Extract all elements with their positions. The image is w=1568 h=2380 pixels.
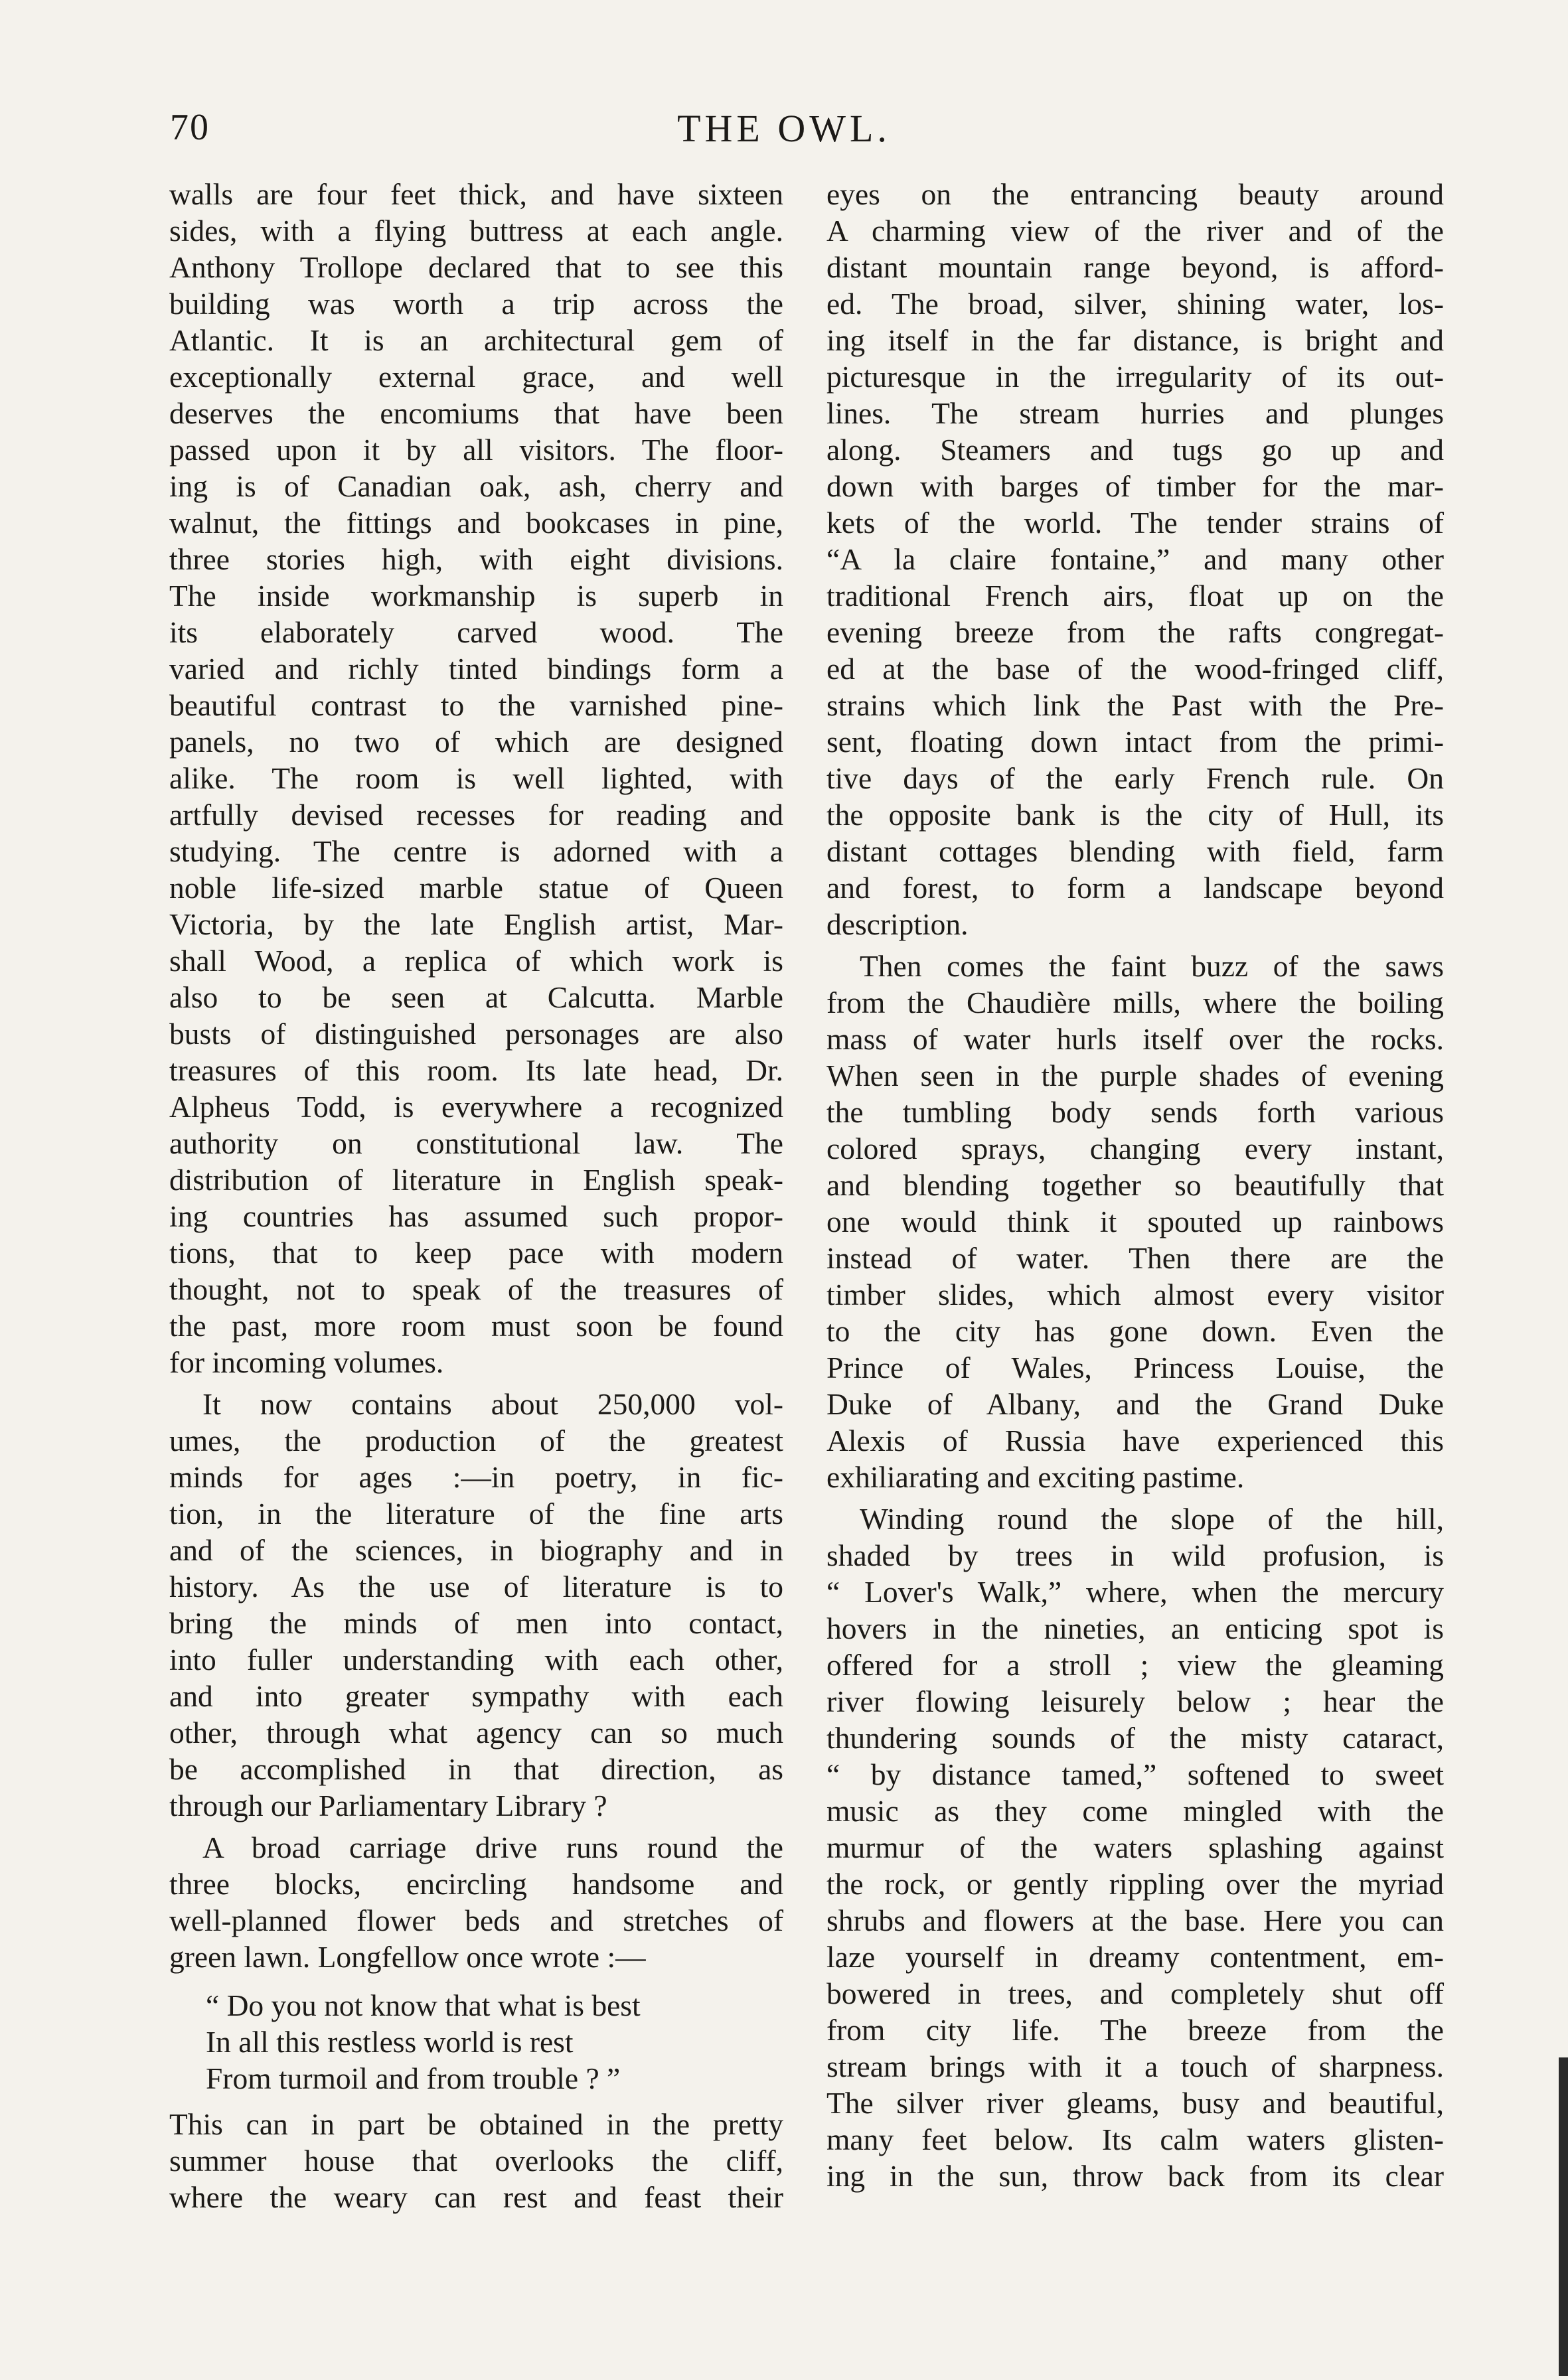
text-line: mass of water hurls itself over the rocks. — [826, 1022, 1444, 1056]
text-line: alike. The room is well lighted, with — [169, 761, 783, 795]
poem-line: In all this restless world is rest — [206, 2025, 574, 2059]
text-line: evening breeze from the rafts congregat- — [826, 615, 1444, 649]
text-line: The silver river gleams, busy and beautiful, — [826, 2086, 1444, 2120]
text-line: also to be seen at Calcutta. Marble — [169, 980, 783, 1014]
poem-line: From turmoil and from trouble ? ” — [206, 2061, 621, 2095]
text-line: exhiliarating and exciting pastime. — [826, 1460, 1245, 1494]
text-line: instead of water. Then there are the — [826, 1241, 1444, 1275]
text-line: distant cottages blending with field, farm — [826, 834, 1444, 868]
text-line: building was worth a trip across the — [169, 287, 783, 321]
text-line: from the Chaudière mills, where the boiling — [826, 986, 1444, 1019]
text-line: ing itself in the far distance, is bright and — [826, 323, 1444, 357]
text-line: and into greater sympathy with each — [169, 1679, 783, 1713]
text-line: shaded by trees in wild profusion, is — [826, 1538, 1444, 1572]
text-line: well-planned flower beds and stretches of — [169, 1903, 783, 1937]
text-line: sent, floating down intact from the primi- — [826, 725, 1444, 759]
text-line: picturesque in the irregularity of its out- — [826, 360, 1444, 394]
text-line: and blending together so beautifully that — [826, 1168, 1444, 1202]
text-line: three stories high, with eight divisions. — [169, 542, 783, 576]
poem-line: “ Do you not know that what is best — [206, 1988, 641, 2022]
running-title: THE OWL. — [677, 107, 891, 150]
text-line: This can in part be obtained in the pretty — [169, 2107, 783, 2141]
text-line: When seen in the purple shades of evening — [826, 1059, 1444, 1092]
text-line: the opposite bank is the city of Hull, its — [826, 798, 1444, 832]
text-line: A charming view of the river and of the — [826, 214, 1444, 248]
text-line: be accomplished in that direction, as — [169, 1752, 783, 1786]
text-line: three blocks, encircling handsome and — [169, 1867, 783, 1901]
text-line: umes, the production of the greatest — [169, 1424, 783, 1457]
text-line: timber slides, which almost every visitor — [826, 1278, 1444, 1311]
text-line: studying. The centre is adorned with a — [169, 834, 783, 868]
text-line: the rock, or gently rippling over the myriad — [826, 1867, 1444, 1901]
text-line: minds for ages :—in poetry, in fic- — [169, 1460, 783, 1494]
text-line: “ by distance tamed,” softened to sweet — [826, 1757, 1444, 1791]
text-line: authority on constitutional law. The — [169, 1126, 783, 1160]
text-line: bring the minds of men into contact, — [169, 1606, 783, 1640]
text-line: panels, no two of which are designed — [169, 725, 783, 759]
text-line: shall Wood, a replica of which work is — [169, 944, 783, 978]
text-line: busts of distinguished personages are also — [169, 1017, 783, 1051]
text-line: for incoming volumes. — [169, 1345, 444, 1379]
text-line: lines. The stream hurries and plunges — [826, 396, 1444, 430]
text-line: ing is of Canadian oak, ash, cherry and — [169, 469, 783, 503]
text-line: walnut, the fittings and bookcases in pine, — [169, 506, 783, 540]
text-line: beautiful contrast to the varnished pine- — [169, 688, 783, 722]
text-line: colored sprays, changing every instant, — [826, 1132, 1444, 1165]
text-line: Prince of Wales, Princess Louise, the — [826, 1351, 1444, 1384]
text-line: laze yourself in dreamy contentment, em- — [826, 1940, 1444, 1974]
text-line: Alpheus Todd, is everywhere a recognized — [169, 1090, 783, 1124]
text-line: tions, that to keep pace with modern — [169, 1236, 783, 1270]
scan-edge-shadow — [1559, 2057, 1568, 2376]
text-line: summer house that overlooks the cliff, — [169, 2144, 783, 2178]
text-line: artfully devised recesses for reading and — [169, 798, 783, 832]
text-line: Victoria, by the late English artist, Mar- — [169, 907, 783, 941]
text-line: It now contains about 250,000 vol- — [202, 1387, 783, 1421]
text-line: kets of the world. The tender strains of — [826, 506, 1444, 540]
page-number: 70 — [170, 107, 210, 148]
text-line: history. As the use of literature is to — [169, 1570, 783, 1603]
text-line: ing countries has assumed such propor- — [169, 1199, 783, 1233]
text-line: “A la claire fontaine,” and many other — [826, 542, 1444, 576]
text-line: down with barges of timber for the mar- — [826, 469, 1444, 503]
text-line: along. Steamers and tugs go up and — [826, 433, 1444, 467]
text-line: Winding round the slope of the hill, — [860, 1502, 1444, 1536]
text-line: sides, with a flying buttress at each angle. — [169, 214, 783, 248]
text-line: The inside workmanship is superb in — [169, 579, 783, 613]
text-line: green lawn. Longfellow once wrote :— — [169, 1940, 646, 1974]
text-line: Duke of Albany, and the Grand Duke — [826, 1387, 1444, 1421]
text-line: to the city has gone down. Even the — [826, 1314, 1444, 1348]
text-line: Anthony Trollope declared that to see this — [169, 250, 783, 284]
text-line: and of the sciences, in biography and in — [169, 1533, 783, 1567]
text-line: the tumbling body sends forth various — [826, 1095, 1444, 1129]
text-line: “ Lover's Walk,” where, when the mercury — [826, 1575, 1444, 1609]
text-line: Alexis of Russia have experienced this — [826, 1424, 1444, 1457]
text-line: distribution of literature in English speak- — [169, 1163, 783, 1197]
right-column — [826, 176, 1444, 2194]
text-line: eyes on the entrancing beauty around — [826, 177, 1444, 211]
text-line: noble life-sized marble statue of Queen — [169, 871, 783, 905]
text-line: ed at the base of the wood-fringed cliff, — [826, 652, 1444, 686]
left-column — [169, 176, 783, 2215]
text-line: tive days of the early French rule. On — [826, 761, 1444, 795]
text-line: offered for a stroll ; view the gleaming — [826, 1648, 1444, 1682]
text-line: A broad carriage drive runs round the — [202, 1830, 783, 1864]
text-line: tion, in the literature of the fine arts — [169, 1497, 783, 1530]
text-line: Then comes the faint buzz of the saws — [860, 949, 1444, 983]
text-line: bowered in trees, and completely shut off — [826, 1976, 1444, 2010]
text-line: traditional French airs, float up on the — [826, 579, 1444, 613]
text-line: from city life. The breeze from the — [826, 2013, 1444, 2047]
text-line: passed upon it by all visitors. The floor- — [169, 433, 783, 467]
page-header — [0, 106, 1568, 166]
text-line: into fuller understanding with each other, — [169, 1643, 783, 1676]
text-line: thundering sounds of the misty cataract, — [826, 1721, 1444, 1755]
text-line: deserves the encomiums that have been — [169, 396, 783, 430]
text-line: its elaborately carved wood. The — [169, 615, 783, 649]
text-line: the past, more room must soon be found — [169, 1309, 783, 1343]
text-line: where the weary can rest and feast their — [169, 2180, 783, 2214]
text-line: description. — [826, 907, 969, 941]
text-line: varied and richly tinted bindings form a — [169, 652, 783, 686]
text-line: murmur of the waters splashing against — [826, 1830, 1444, 1864]
text-line: ed. The broad, silver, shining water, los- — [826, 287, 1444, 321]
text-line: and forest, to form a landscape beyond — [826, 871, 1444, 905]
text-line: stream brings with it a touch of sharpness. — [826, 2049, 1444, 2083]
text-line: treasures of this room. Its late head, Dr. — [169, 1053, 783, 1087]
text-line: distant mountain range beyond, is afford- — [826, 250, 1444, 284]
text-line: ing in the sun, throw back from its clear — [826, 2159, 1444, 2193]
text-line: river flowing leisurely below ; hear the — [826, 1684, 1444, 1718]
text-line: strains which link the Past with the Pre- — [826, 688, 1444, 722]
text-line: many feet below. Its calm waters glisten- — [826, 2122, 1444, 2156]
text-line: Atlantic. It is an architectural gem of — [169, 323, 783, 357]
text-line: shrubs and flowers at the base. Here you can — [826, 1903, 1444, 1937]
text-line: hovers in the nineties, an enticing spot is — [826, 1611, 1444, 1645]
text-line: walls are four feet thick, and have sixteen — [169, 177, 783, 211]
text-line: music as they come mingled with the — [826, 1794, 1444, 1828]
text-line: thought, not to speak of the treasures of — [169, 1272, 783, 1306]
text-line: through our Parliamentary Library ? — [169, 1789, 607, 1822]
text-line: one would think it spouted up rainbows — [826, 1205, 1444, 1238]
text-line: exceptionally external grace, and well — [169, 360, 783, 394]
text-line: other, through what agency can so much — [169, 1716, 783, 1749]
